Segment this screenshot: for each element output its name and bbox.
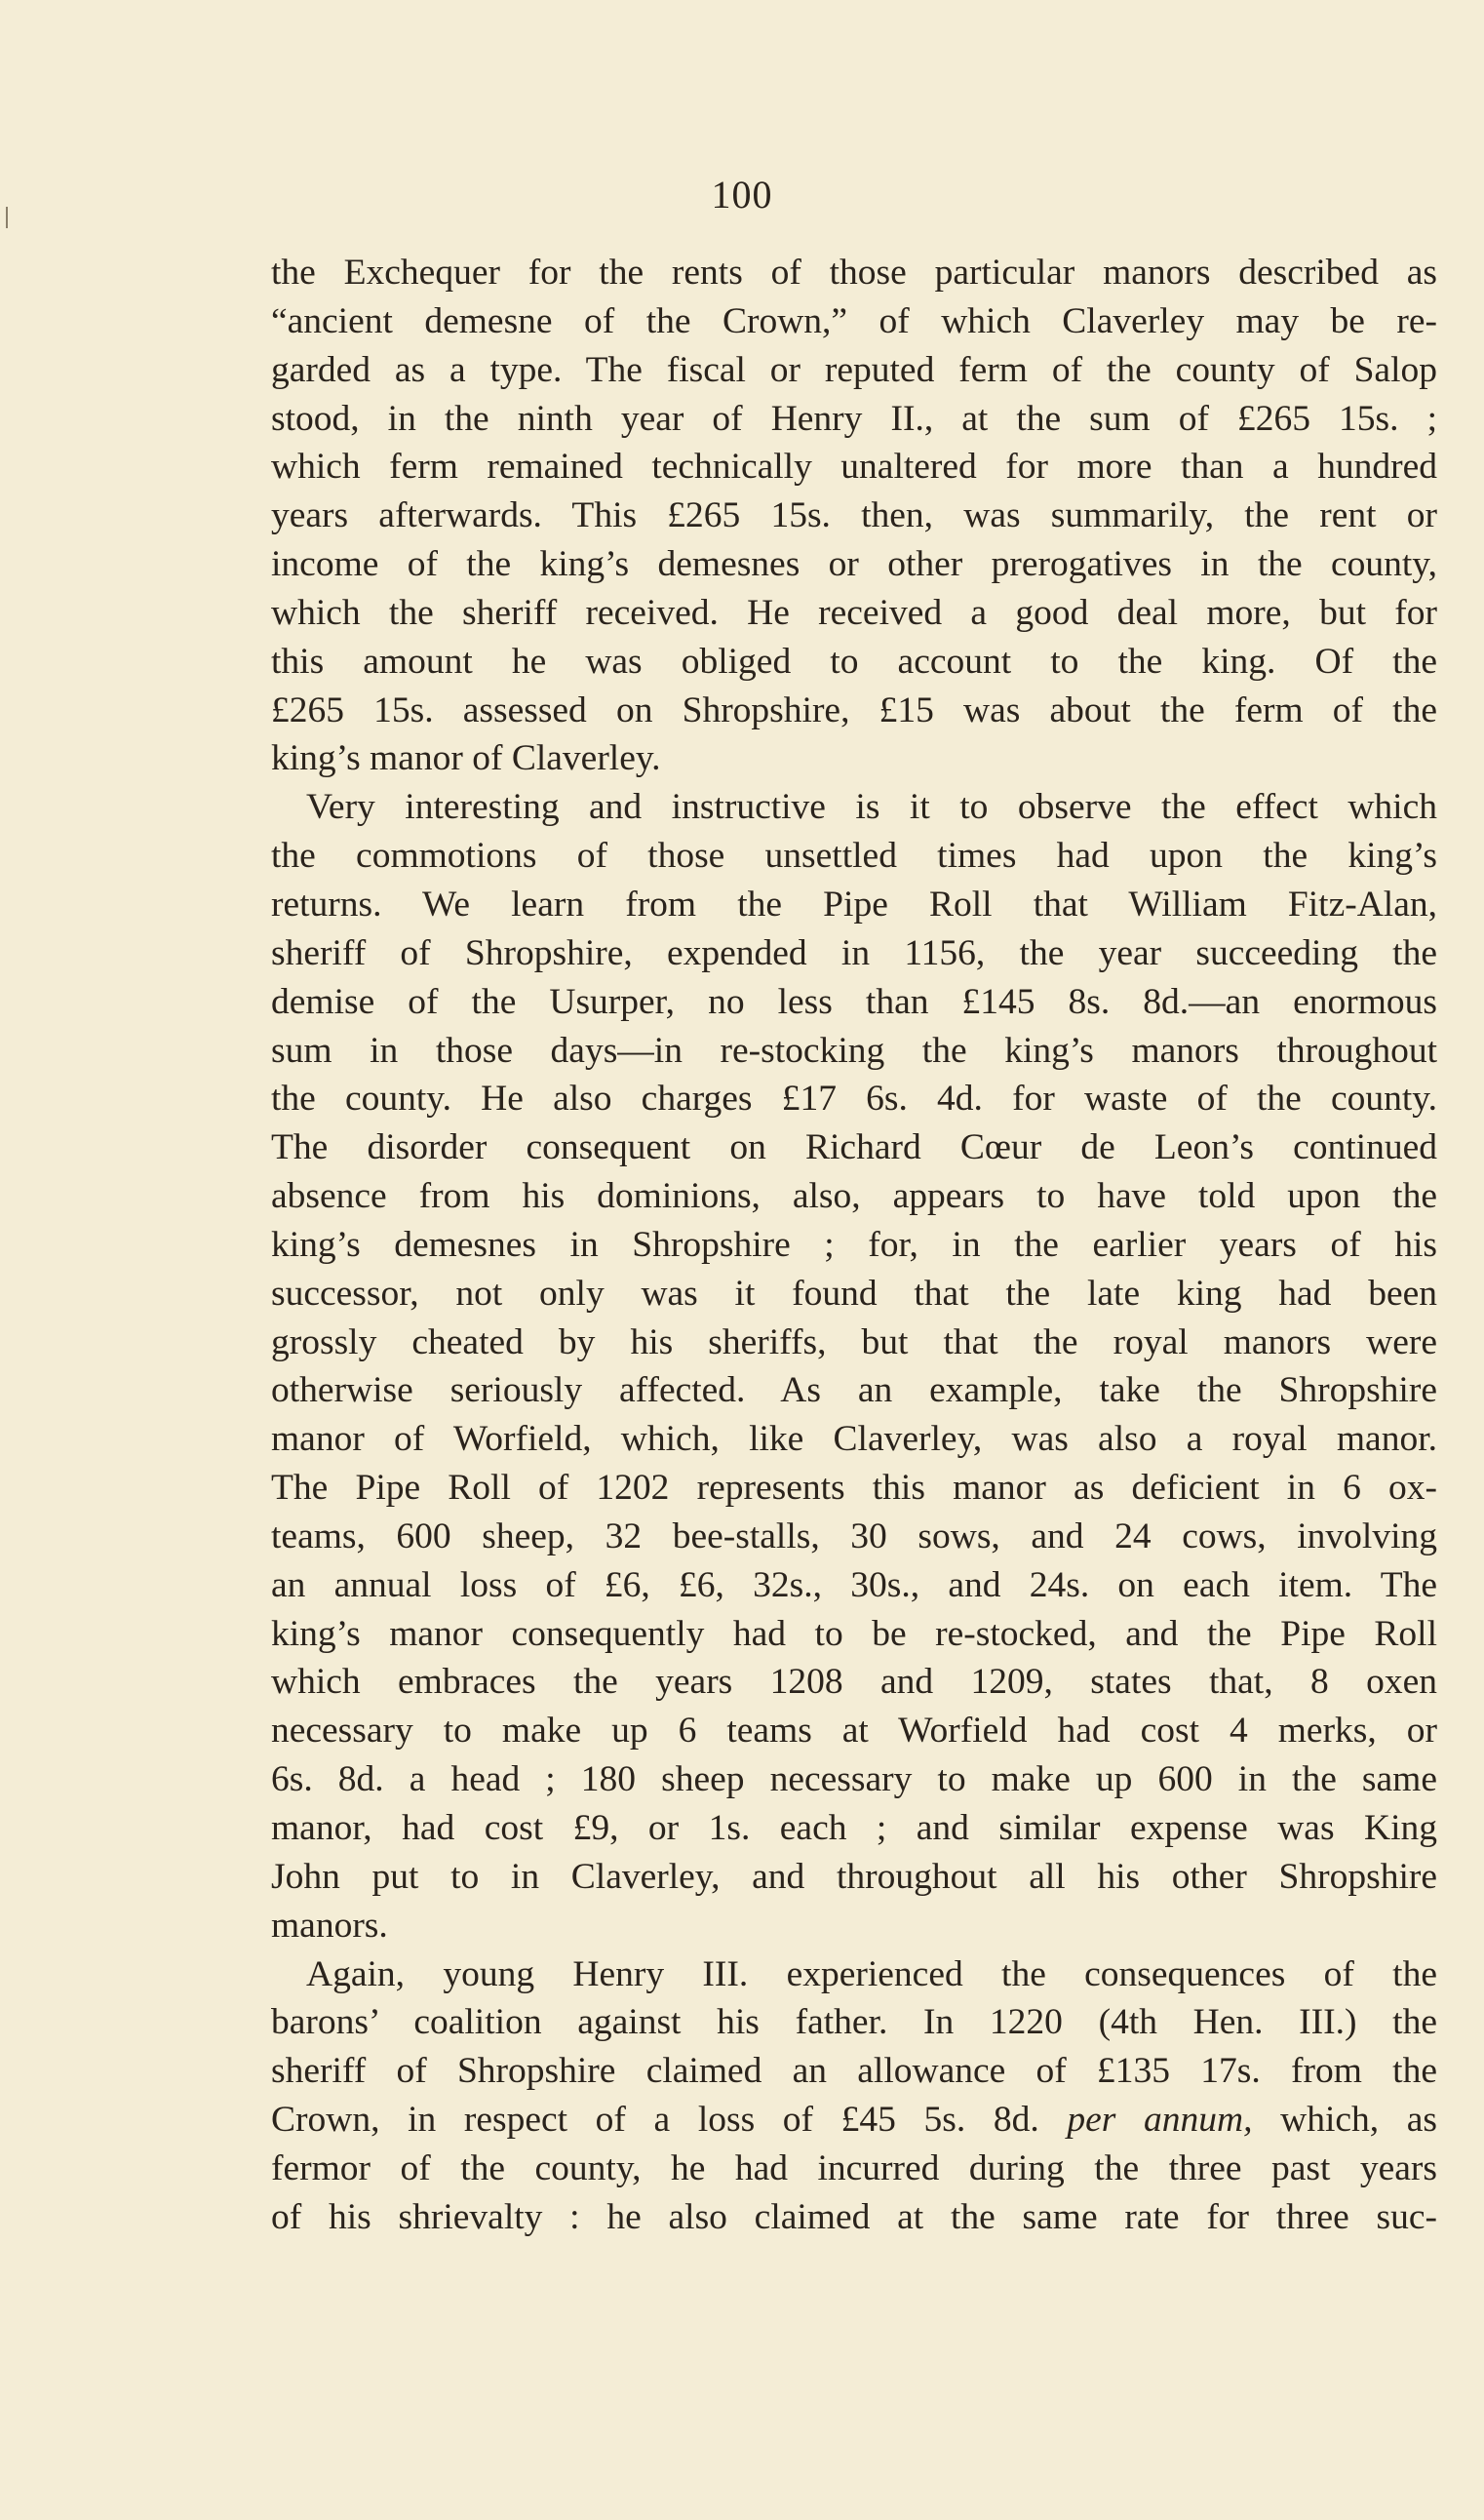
text-line: “ancient demesne of the Crown,” of which Claverley may be re- — [271, 300, 1437, 341]
text-line: king’s manor of Claverley. — [271, 738, 661, 779]
text-line: the commotions of those unsettled times had upon the king’s — [271, 836, 1437, 877]
text-line: absence from his dominions, also, appears to have told upon the — [271, 1176, 1437, 1217]
text-line: sum in those days—in re-stocking the king’s manors throughout — [271, 1030, 1437, 1071]
text-line: which the sheriff received. He received a good deal more, but for — [271, 592, 1437, 633]
text-line: fermor of the county, he had incurred during the three past years — [271, 2147, 1437, 2188]
text-run: Crown, in respect of a loss of £45 5s. 8d. — [271, 2100, 1039, 2141]
text-line: returns. We learn from the Pipe Roll that William Fitz-Alan, — [271, 884, 1437, 925]
text-line: this amount he was obliged to account to the king. Of the — [271, 641, 1437, 682]
text-line: necessary to make up 6 teams at Worfield had cost 4 merks, or — [271, 1711, 1437, 1752]
text-line: grossly cheated by his sheriffs, but that the royal manors were — [271, 1321, 1437, 1362]
text-line: £265 15s. assessed on Shropshire, £15 was about the ferm of the — [271, 689, 1437, 730]
text-line: 6s. 8d. a head ; 180 sheep necessary to make up 600 in the same — [271, 1759, 1437, 1800]
text-line: teams, 600 sheep, 32 bee-stalls, 30 sows, and 24 cows, involving — [271, 1516, 1437, 1556]
text-line: demise of the Usurper, no less than £145 8s. 8d.—an enormous — [271, 981, 1437, 1022]
text-line: sheriff of Shropshire claimed an allowance of £135 17s. from the — [271, 2051, 1437, 2092]
italic-phrase: per annum, — [1067, 2100, 1253, 2141]
text-line: manor, had cost £9, or 1s. each ; and similar expense was King — [271, 1808, 1437, 1848]
text-line: the Exchequer for the rents of those particular manors described as — [271, 253, 1437, 293]
text-line: sheriff of Shropshire, expended in 1156, the year succeeding the — [271, 932, 1437, 973]
text-line: of his shrievalty : he also claimed at the same rate for three suc- — [271, 2196, 1437, 2237]
text-line-with-italic — [271, 2096, 1437, 2145]
body-text — [271, 249, 1437, 2242]
text-line: barons’ coalition against his father. In 1220 (4th Hen. III.) the — [271, 2002, 1437, 2043]
text-line: which embraces the years 1208 and 1209, states that, 8 oxen — [271, 1662, 1437, 1703]
text-line: king’s manor consequently had to be re-stocked, and the Pipe Roll — [271, 1613, 1437, 1654]
text-line: stood, in the ninth year of Henry II., at the sum of £265 15s. ; — [271, 398, 1437, 439]
page-number: 100 — [711, 173, 773, 217]
text-line: the county. He also charges £17 6s. 4d. for waste of the county. — [271, 1079, 1437, 1120]
text-line: income of the king’s demesnes or other prerogatives in the county, — [271, 544, 1437, 585]
text-line: an annual loss of £6, £6, 32s., 30s., and 24s. on each item. The — [271, 1564, 1437, 1605]
text-line: years afterwards. This £265 15s. then, was summarily, the rent or — [271, 495, 1437, 536]
text-line: The Pipe Roll of 1202 represents this manor as deficient in 6 ox- — [271, 1468, 1437, 1509]
text-line: successor, not only was it found that the late king had been — [271, 1273, 1437, 1314]
text-line: The disorder consequent on Richard Cœur de Leon’s continued — [271, 1127, 1437, 1168]
text-line: manor of Worfield, which, like Claverley, was also a royal manor. — [271, 1419, 1437, 1460]
paragraph-start-line: Again, young Henry III. experienced the consequences of the — [306, 1953, 1437, 1994]
text-line: otherwise seriously affected. As an example, take the Shropshire — [271, 1370, 1437, 1411]
text-line: John put to in Claverley, and throughout all his other Shropshire — [271, 1856, 1437, 1897]
text-line: garded as a type. The fiscal or reputed ferm of the county of Salop — [271, 349, 1437, 390]
text-run: which, as — [1252, 2100, 1437, 2141]
paragraph-start-line: Very interesting and instructive is it to observe the effect which — [306, 787, 1437, 828]
text-line: manors. — [271, 1905, 388, 1946]
text-line: which ferm remained technically unaltered for more than a hundred — [271, 447, 1437, 488]
text-line: king’s demesnes in Shropshire ; for, in the earlier years of his — [271, 1224, 1437, 1265]
